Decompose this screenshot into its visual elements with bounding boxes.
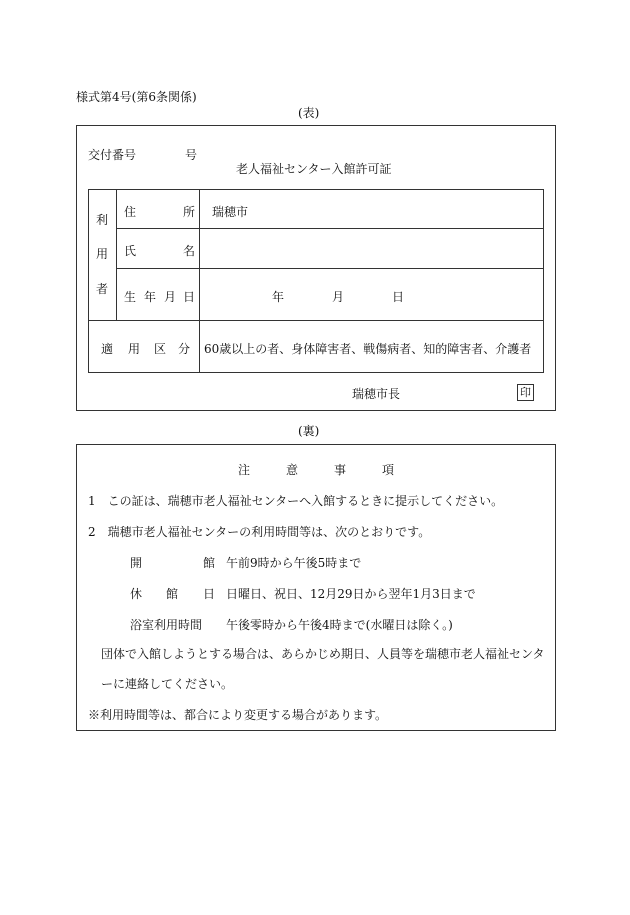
notes-title-char: 事 xyxy=(334,463,347,477)
user-label-char: 利 xyxy=(96,213,109,227)
category-label-char: 用 xyxy=(128,342,141,356)
notes-title-char: 注 xyxy=(238,463,251,477)
name-label-char: 氏 xyxy=(124,244,137,258)
hours-label-char: 館 xyxy=(166,587,179,601)
birth-year-unit: 年 xyxy=(272,290,285,304)
address-value: 瑞穂市 xyxy=(212,205,249,219)
group-note-line1: 団体で入館しようとする場合は、あらかじめ期日、人員等を瑞穂市老人福祉センタ xyxy=(101,647,545,661)
note-item-2: 2 瑞穂市老人福祉センターの利用時間等は、次のとおりです。 xyxy=(88,525,431,539)
back-side-label: (裏) xyxy=(298,424,320,438)
hours-label-char: 館 xyxy=(203,556,216,570)
group-note-line2: ーに連絡してください。 xyxy=(101,677,234,691)
bath-hours-value: 午後零時から午後4時まで(水曜日は除く。) xyxy=(226,618,453,632)
hours-label-char: 開 xyxy=(130,556,143,570)
birth-label-char: 日 xyxy=(183,290,196,304)
birth-label-char: 生 xyxy=(124,290,137,304)
address-label-char: 所 xyxy=(183,205,196,219)
user-label-char: 用 xyxy=(96,247,109,261)
birth-day-unit: 日 xyxy=(392,290,405,304)
birth-label-char: 年 xyxy=(144,290,157,304)
permit-title: 老人福祉センター入館許可証 xyxy=(236,162,392,176)
seal-mark: 印 xyxy=(517,384,534,401)
issue-number-label: 交付番号 xyxy=(88,148,137,162)
hours-label-char: 休 xyxy=(130,587,143,601)
category-label-char: 適 xyxy=(101,342,114,356)
issuer-name: 瑞穂市長 xyxy=(352,387,401,401)
category-value: 60歳以上の者、身体障害者、戦傷病者、知的障害者、介護者 xyxy=(204,342,532,356)
hours-label-char: 日 xyxy=(203,587,216,601)
birth-month-unit: 月 xyxy=(332,290,345,304)
change-note: ※利用時間等は、都合により変更する場合があります。 xyxy=(88,708,388,722)
notes-title-char: 項 xyxy=(382,463,395,477)
user-label-char: 者 xyxy=(96,282,109,296)
front-side-label: (表) xyxy=(298,106,320,120)
category-label-char: 区 xyxy=(154,342,167,356)
bath-hours-label: 浴室利用時間 xyxy=(130,618,203,632)
notes-title-char: 意 xyxy=(286,463,299,477)
name-label-char: 名 xyxy=(183,244,196,258)
closed-days-value: 日曜日、祝日、12月29日から翌年1月3日まで xyxy=(226,587,476,601)
issue-number-suffix: 号 xyxy=(185,148,198,162)
birth-label-char: 月 xyxy=(164,290,177,304)
note-item-1: 1 この証は、瑞穂市老人福祉センターへ入館するときに提示してください。 xyxy=(88,494,504,508)
address-label-char: 住 xyxy=(124,205,137,219)
form-number: 様式第4号(第6条関係) xyxy=(76,90,197,104)
opening-hours-value: 午前9時から午後5時まで xyxy=(226,556,362,570)
category-label-char: 分 xyxy=(178,342,191,356)
